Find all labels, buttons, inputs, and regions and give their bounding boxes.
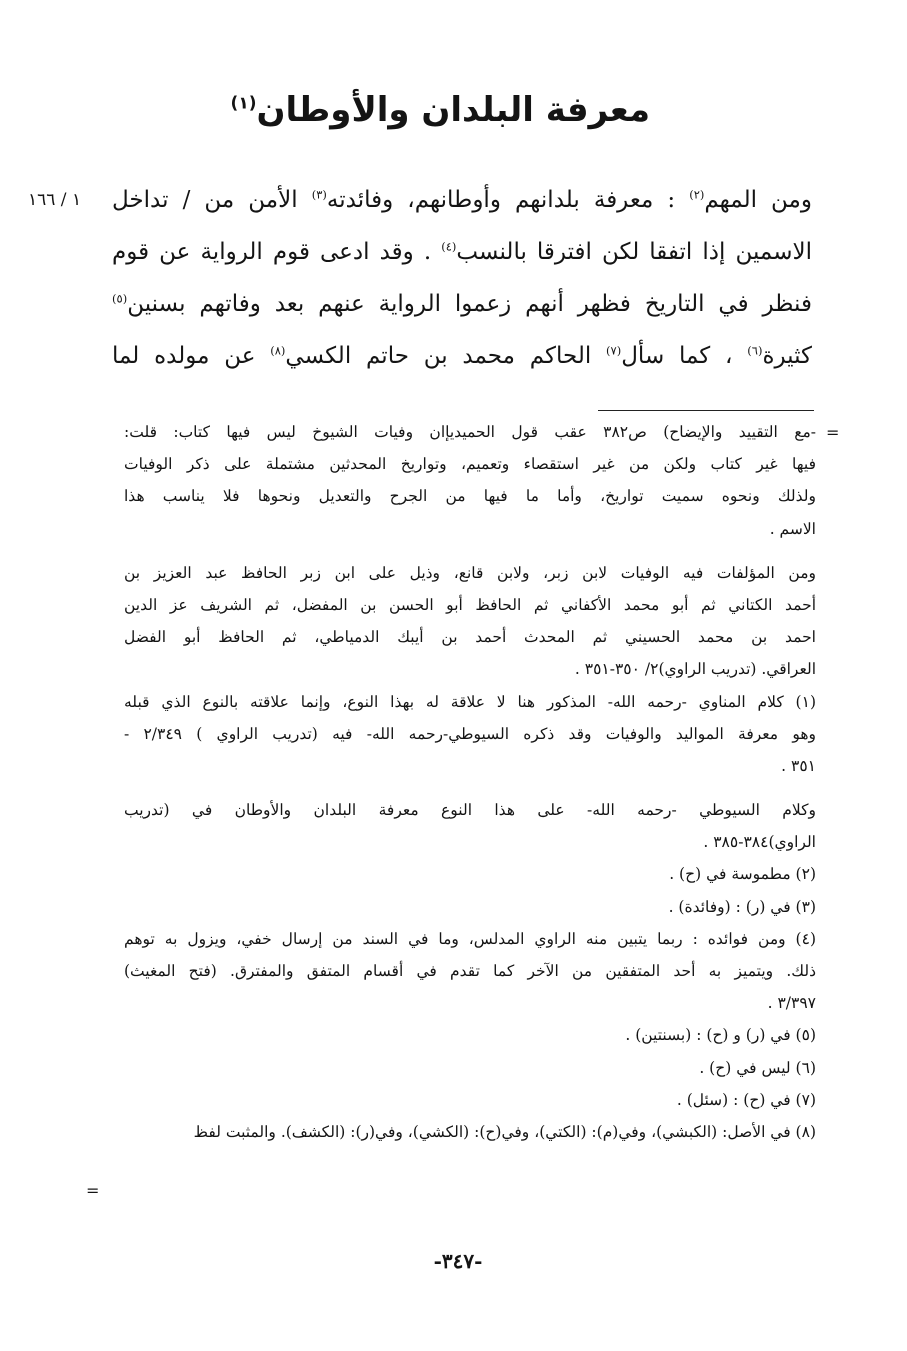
footnote-line: ذلك. ويتميز به أحد المتفقين من الآخر كما تقدم في أقسام المتفق والمفترق. (فتح المغيث) (124, 962, 816, 980)
footnote-line: (٣) في (ر) : (وفائدة) . (668, 897, 816, 916)
main-text (112, 180, 812, 388)
body-line (112, 336, 812, 388)
chapter-title-note-ref: (١) (230, 93, 257, 114)
footnote-separator (598, 410, 814, 411)
footnote-line: وكلام السيوطي -رحمه الله- على هذا النوع معرفة البلدان والأوطان في (تدريب (124, 801, 816, 820)
body-text-segment: ومن المهم (704, 187, 812, 213)
footnote-line: فيها غير كتاب ولكن من غير استقصاء وتعميم، وتواريخ المحدثين مشتملة على ذكر الوفيات (124, 455, 816, 474)
footnote-line: وهو معرفة المواليد والوفيات وقد ذكره السيوطي-رحمه الله- فيه (تدريب الراوي ) ٢/٣٤٩ - (124, 724, 816, 743)
paragraph-gap (124, 782, 816, 794)
body-text-segment: الأمن من / تداخل (112, 187, 312, 213)
footnote-ref: (٧) (606, 343, 622, 358)
footnote-line: (٥) في (ر) و (ح) : (بسنتين) . (625, 1026, 816, 1045)
footnote-line: ولذلك ونحوه سميت تواريخ، وأما ما فيها من الجرح والتعديل ونحوها فلا يناسب هذا (124, 487, 816, 506)
footnote-ref: (٢) (689, 187, 705, 202)
footnote-ref: (٨) (270, 343, 286, 358)
footnote-line: (٤) ومن فوائده : ربما يتبين منه الراوي المدلس، وما في السند من إرسال خفي، ويزول به توهم (124, 929, 816, 948)
body-text-segment: الحاكم محمد بن حاتم الكسي (285, 343, 607, 369)
footnote-line: -مع التقييد والإيضاح) ص٣٨٢ عقب قول الحميديإان وفيات الشيوخ ليس فيها كتاب: قلت: (124, 423, 816, 441)
body-text-segment: : معرفة بلدانهم وأوطانهم، وفائدته (326, 187, 690, 213)
footnote-line: (٧) في (ح) : (سئل) . (676, 1090, 816, 1109)
footnote-line: ومن المؤلفات فيه الوفيات لابن زبر، ولابن قانع، وذيل على ابن زبر الحافظ عبد العزيز بن (124, 563, 816, 582)
body-line (112, 284, 812, 336)
footnote-line: ٣/٣٩٧ . (767, 994, 816, 1013)
body-text-segment: الاسمين إذا اتفقا لكن افترقا بالنسب (456, 239, 812, 265)
footnote-line: أحمد الكتاني ثم أبو محمد الأكفاني ثم الحافظ أبو الحسن بن المفضل، ثم الشريف عز الدين (124, 595, 816, 614)
body-text-segment: . وقد ادعى قوم الرواية عن قوم (112, 239, 442, 265)
footnotes (124, 416, 816, 1148)
footnote-line: احمد بن محمد الحسيني ثم المحدث أحمد بن أيبك الدمياطي، ثم الحافظ أبو الفضل (124, 628, 816, 647)
footnote-ref: (٦) (747, 343, 763, 358)
body-text-segment: عن مولده لما (112, 343, 271, 369)
footnote-line: (٨) في الأصل: (الكبشي)، وفي(م): (الكتي)، وفي(ح): (الكشي)، وفي(ر): (الكشف). والمثبت لفظ (193, 1122, 816, 1141)
footnote-line: (١) كلام المناوي -رحمه الله- المذكور هنا لا علاقة له بهذا النوع، وإنما علاقته بالنوع الذي قبله (124, 692, 816, 711)
body-text-segment: ، كما سأل (621, 343, 748, 369)
manuscript-folio-marker: ١ / ١٦٦ (28, 190, 82, 210)
footnote-line: ٣٥١ . (781, 756, 816, 775)
footnote-line: الراوي)٣٨٤-٣٨٥ . (703, 833, 816, 852)
body-text-segment: كثيرة (762, 343, 813, 369)
paragraph-gap (124, 545, 816, 557)
footnote-line: العراقي. (تدريب الراوي)٢/ ٣٥٠-٣٥١ . (574, 660, 816, 679)
footnote-ref: (٤) (441, 239, 457, 254)
footnote-end-mark: = (86, 1181, 100, 1200)
body-line (112, 180, 812, 232)
footnote-continuation-mark: = (826, 423, 840, 442)
footnote-ref: (٥) (112, 291, 128, 306)
footnote-line: (٢) مطموسة في (ح) . (669, 865, 816, 884)
body-text-segment: فنظر في التاريخ فظهر أنهم زعموا الرواية عنهم بعد وفاتهم بسنين (127, 291, 812, 317)
body-line (112, 232, 812, 284)
footnote-line: الاسم . (769, 519, 816, 538)
footnote-line: (٦) ليس في (ح) . (699, 1058, 816, 1077)
footnote-ref: (٣) (311, 187, 327, 202)
chapter-title-text: معرفة البلدان والأوطان (256, 90, 650, 130)
page-number: -٣٤٧- (433, 1249, 483, 1273)
chapter-title (230, 88, 650, 132)
